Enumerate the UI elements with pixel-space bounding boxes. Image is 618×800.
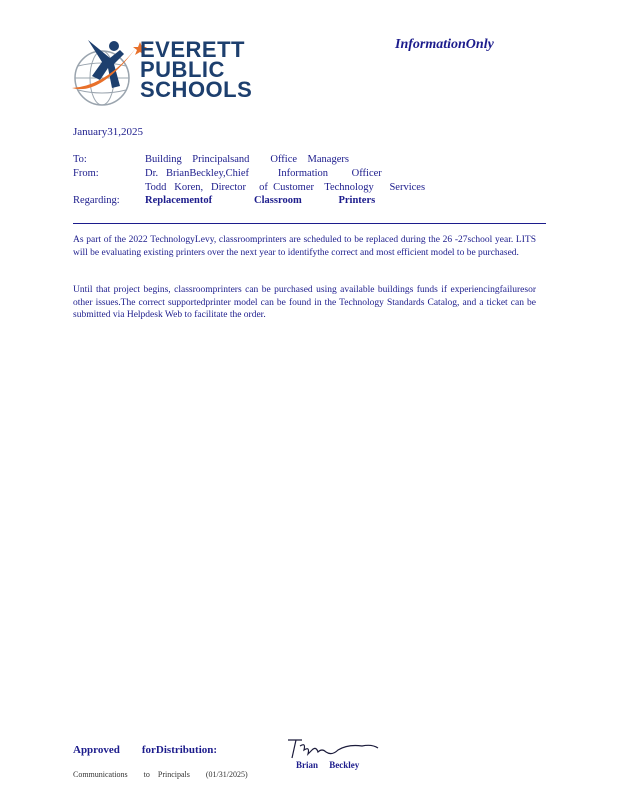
distribution-note: Communications to Principals (01/31/2025): [73, 770, 248, 779]
from-label: From:: [73, 168, 99, 179]
regarding-row: [73, 195, 375, 206]
wordmark-line-1: EVERETT: [140, 37, 245, 62]
approved-label: Approved forDistribution:: [73, 744, 218, 756]
header-divider: [73, 223, 546, 224]
memo-date: January31,2025: [73, 126, 143, 138]
figure-head-icon: [109, 41, 119, 51]
signer-name: Brian Beckley: [296, 760, 360, 770]
from-row: [73, 168, 382, 179]
from-row-2: [73, 182, 425, 193]
from-value-2: Todd Koren, Director of Customer Technology Services: [145, 182, 426, 193]
to-row: [73, 154, 349, 165]
district-wordmark: [140, 37, 253, 102]
from-value-1: Dr. BrianBeckley,Chief Information Officer: [145, 168, 382, 179]
to-value: Building Principalsand Office Managers: [145, 154, 349, 165]
wordmark-line-2: PUBLIC: [140, 57, 225, 82]
information-only-label: InformationOnly: [395, 37, 494, 52]
wordmark-line-3: SCHOOLS: [140, 77, 253, 102]
regarding-label: Regarding:: [73, 195, 120, 206]
regarding-value: Replacementof Classroom Printers: [145, 195, 376, 206]
body-paragraph-1: As part of the 2022 TechnologyLevy, classroomprinters are scheduled to be replaced during the 26 -27school year. LITS will be evaluating existing printers over the next year to identifythe correct and most efficient model to be purchased.: [73, 235, 536, 258]
signature-image: [282, 736, 382, 762]
to-label: To:: [73, 154, 87, 165]
body-paragraph-2: Until that project begins, classroomprinters can be purchased using available buildings funds if experiencingfailuresor other issues.The correct supportedprinter model can be found in the Technology Standards Catalog, and a ticket can be submitted via Helpdesk Web to facilitate the order.: [73, 285, 536, 320]
